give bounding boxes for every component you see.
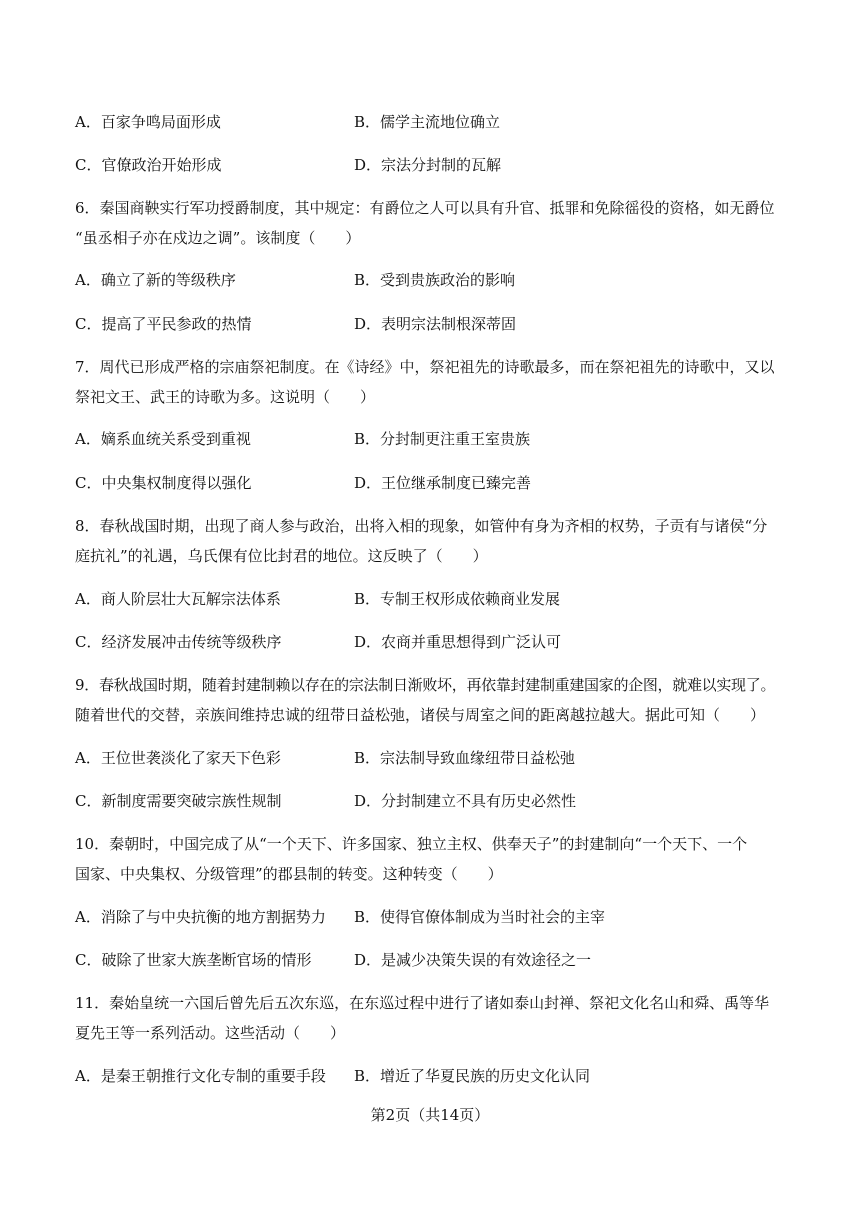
q11-option-a: A．是秦王朝推行文化专制的重要手段 xyxy=(75,1067,326,1085)
q5-option-c: C．官僚政治开始形成 xyxy=(75,156,222,174)
q10-option-a: A．消除了与中央抗衡的地方割据势力 xyxy=(75,908,326,926)
q5-option-a: A．百家争鸣局面形成 xyxy=(75,113,221,131)
q6-option-c: C．提高了平民参政的热情 xyxy=(75,315,252,333)
q11-option-b: B．增近了华夏民族的历史文化认同 xyxy=(354,1067,591,1085)
q9-stem-line-2: 随着世代的交替，亲族间维持忠诚的纽带日益松弛，诸侯与周室之间的距离越拉越大。据此可知（ ） xyxy=(75,706,766,724)
q7-option-d: D．王位继承制度已臻完善 xyxy=(354,474,532,492)
q8-stem-line-2: 庭抗礼”的礼遇，乌氏倮有位比封君的地位。这反映了（ ） xyxy=(75,547,488,565)
q8-stem-line-1: 8．春秋战国时期，出现了商人参与政治，出将入相的现象，如管仲有身为齐相的权势，子贡有与诸侯“分 xyxy=(75,517,768,535)
page-number: 第2页（共14页） xyxy=(370,1106,490,1124)
q8-option-d: D．农商并重思想得到广泛认可 xyxy=(354,633,562,651)
q6-option-d: D．表明宗法制根深蒂固 xyxy=(354,315,517,333)
q6-stem-line-2: “虽丞相子亦在戍边之调”。该制度（ ） xyxy=(75,229,361,247)
q11-stem-line-2: 夏先王等一系列活动。这些活动（ ） xyxy=(75,1024,346,1042)
q7-option-a: A．嫡系血统关系受到重视 xyxy=(75,430,251,448)
q7-option-b: B．分封制更注重王室贵族 xyxy=(354,430,531,448)
q10-stem-line-1: 10．秦朝时，中国完成了从“一个天下、许多国家、独立主权、供奉天子”的封建制向“一个天下、一个 xyxy=(75,835,748,853)
q7-option-c: C．中央集权制度得以强化 xyxy=(75,474,252,492)
q9-option-c: C．新制度需要突破宗族性规制 xyxy=(75,792,282,810)
q9-stem-line-1: 9．春秋战国时期，随着封建制赖以存在的宗法制日渐败坏，再依靠封建制重建国家的企图，就难以实现了。 xyxy=(75,676,776,694)
q9-option-b: B．宗法制导致血缘纽带日益松弛 xyxy=(354,749,576,767)
q6-option-a: A．确立了新的等级秩序 xyxy=(75,271,236,289)
q5-option-d: D．宗法分封制的瓦解 xyxy=(354,156,502,174)
q8-option-c: C．经济发展冲击传统等级秩序 xyxy=(75,633,282,651)
q5-option-b: B．儒学主流地位确立 xyxy=(354,113,501,131)
q10-option-b: B．使得官僚体制成为当时社会的主宰 xyxy=(354,908,606,926)
q10-option-c: C．破除了世家大族垄断官场的情形 xyxy=(75,951,312,969)
q7-stem-line-1: 7．周代已形成严格的宗庙祭祀制度。在《诗经》中，祭祀祖先的诗歌最多，而在祭祀祖先的诗歌中，又以 xyxy=(75,358,775,376)
q9-option-d: D．分封制建立不具有历史必然性 xyxy=(354,792,577,810)
q10-option-d: D．是减少决策失误的有效途径之一 xyxy=(354,951,592,969)
q8-option-b: B．专制王权形成依赖商业发展 xyxy=(354,590,561,608)
q6-option-b: B．受到贵族政治的影响 xyxy=(354,271,516,289)
q11-stem-line-1: 11．秦始皇统一六国后曾先后五次东巡，在东巡过程中进行了诸如泰山封禅、祭祀文化名山和舜、禹等华 xyxy=(75,994,770,1012)
q10-stem-line-2: 国家、中央集权、分级管理”的郡县制的转变。这种转变（ ） xyxy=(75,865,503,883)
q9-option-a: A．王位世袭淡化了家天下色彩 xyxy=(75,749,281,767)
q7-stem-line-2: 祭祀文王、武王的诗歌为多。这说明（ ） xyxy=(75,388,376,406)
q6-stem-line-1: 6．秦国商鞅实行军功授爵制度，其中规定：有爵位之人可以具有升官、抵罪和免除徭役的资格，如无爵位 xyxy=(75,199,775,217)
q8-option-a: A．商人阶层壮大瓦解宗法体系 xyxy=(75,590,281,608)
